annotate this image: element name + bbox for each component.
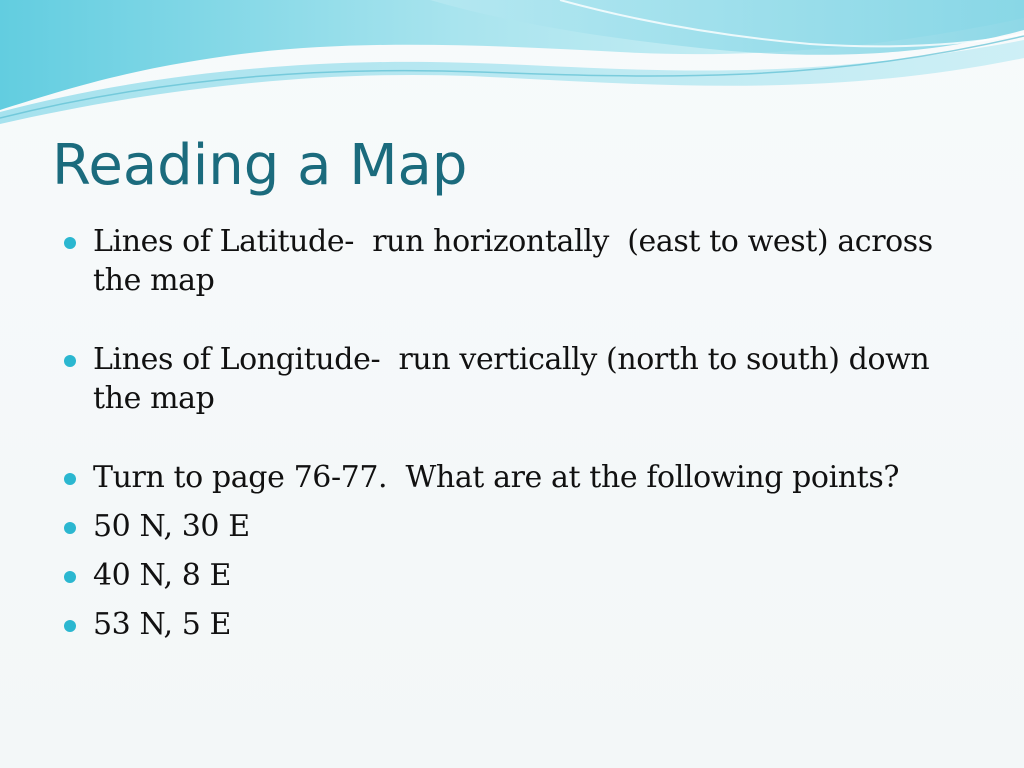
list-item bbox=[60, 605, 980, 644]
circle-bullet-icon bbox=[64, 473, 76, 485]
bullet-text: Lines of Latitude- run horizontally (east to west) across the map bbox=[93, 224, 942, 298]
bullet-text: Turn to page 76-77. What are at the following points? bbox=[93, 460, 900, 495]
list-item bbox=[60, 458, 980, 497]
bullet-text: 50 N, 30 E bbox=[93, 509, 250, 544]
circle-bullet-icon bbox=[64, 571, 76, 583]
list-item bbox=[60, 222, 980, 300]
wave-banner bbox=[0, 0, 1024, 130]
circle-bullet-icon bbox=[64, 522, 76, 534]
circle-bullet-icon bbox=[64, 237, 76, 249]
circle-bullet-icon bbox=[64, 355, 76, 367]
bullet-text: 40 N, 8 E bbox=[93, 558, 232, 593]
slide-title: Reading a Map bbox=[52, 133, 468, 198]
bullet-text: Lines of Longitude- run vertically (north to south) down the map bbox=[93, 342, 939, 416]
circle-bullet-icon bbox=[64, 620, 76, 632]
list-item bbox=[60, 340, 980, 418]
list-item bbox=[60, 556, 980, 595]
bullet-text: 53 N, 5 E bbox=[93, 607, 232, 642]
list-item bbox=[60, 507, 980, 546]
bullet-list bbox=[60, 222, 980, 654]
